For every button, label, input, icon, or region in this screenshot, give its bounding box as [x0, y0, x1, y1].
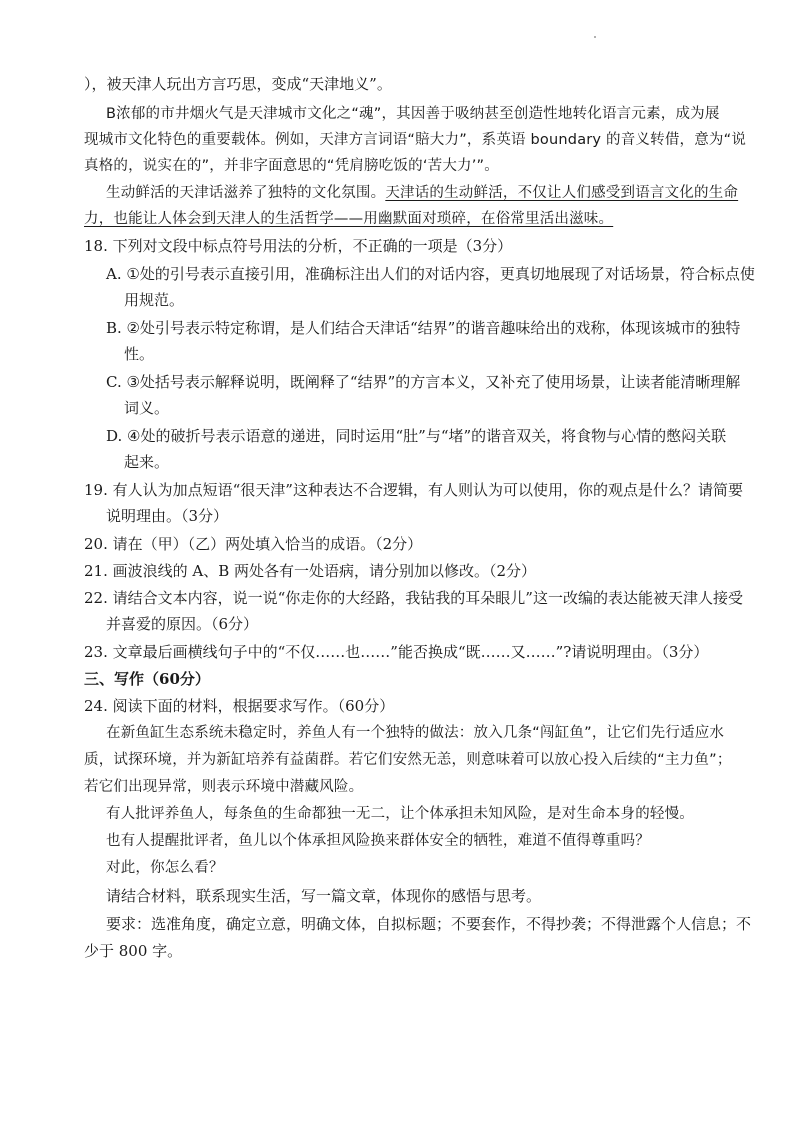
- underlined-sentence-part1: 天津话的生动鲜活，不仅让人们感受到语言文化的生命: [385, 185, 739, 201]
- passage-sentence-plain: 生动鲜活的天津话滋养了独特的文化氛围。: [106, 185, 386, 201]
- writing-requirements: 要求：选准角度，确定立意，明确文体，自拟标题；不要套作，不得抄袭；不得泄露个人信息；不: [106, 915, 752, 933]
- passage-paragraph-c-line1: [106, 183, 738, 203]
- question-18-option-d-cont: 起来。: [124, 453, 170, 471]
- passage-paragraph-b-line3: 真格的，说实在的”，并非字面意思的“凭肩膀吃饭的‘苦大力’”。: [84, 158, 499, 174]
- material-line3: 若它们出现异常，则表示环境中潜藏风险。: [84, 779, 364, 795]
- material-line1: 在新鱼缸生态系统未稳定时，养鱼人有一个独特的做法：放入几条“闯缸鱼”，让它们先行适应水: [106, 725, 725, 741]
- question-18-option-c-cont: 词义。: [124, 399, 170, 417]
- writing-requirements-cont: 少于 800 字。: [84, 942, 183, 960]
- material-line2: 质，试探环境，并为新缸培养有益菌群。若它们安然无恙，则意味着可以放心投入后续的“主力鱼”；: [84, 752, 732, 768]
- passage-paragraph-b-line1: B浓郁的市井烟火气是天津城市文化之“魂”，其因善于吸纳甚至创造性地转化语言元素，成为展: [106, 106, 720, 122]
- scan-speck: [594, 36, 596, 38]
- question-20: 20. 请在（甲）（乙）两处填入恰当的成语。（2分）: [84, 535, 423, 553]
- question-19-cont: 说明理由。（3分）: [106, 507, 229, 525]
- question-18-option-a-cont: 用规范。: [124, 291, 185, 309]
- question-22-cont: 并喜爱的原因。（6分）: [106, 615, 259, 633]
- underlined-sentence-part2: 力，也能让人体会到天津人的生活哲学——用幽默面对琐碎，在俗常里活出滋味。: [84, 211, 614, 227]
- material-line6: 对此，你怎么看？: [106, 860, 224, 876]
- passage-line: ），被天津人玩出方言巧思，变成“天津地义”。: [84, 75, 392, 93]
- question-18-option-b: B. ②处引号表示特定称谓，是人们结合天津话“结界”的谐音趣味给出的戏称，体现该城市的独特: [106, 319, 741, 337]
- question-18-option-d: D. ④处的破折号表示语意的递进，同时运用“肚”与“堵”的谐音双关，将食物与心情的憋闷关联: [106, 427, 727, 445]
- question-18-stem: 18. 下列对文段中标点符号用法的分析，不正确的一项是（3分）: [84, 237, 513, 255]
- question-18-option-c: C. ③处括号表示解释说明，既阐释了“结界”的方言本义，又补充了使用场景，让读者能清晰理解: [106, 373, 741, 391]
- question-23: 23. 文章最后画横线句子中的“不仅……也……”能否换成“既……又……”?请说明理由。（3分）: [84, 643, 709, 661]
- section-title-writing: 三、写作（60分）: [84, 670, 210, 688]
- question-21: 21. 画波浪线的 A、B 两处各有一处语病，请分别加以修改。（2分）: [84, 562, 537, 580]
- writing-instruction: 请结合材料，联系现实生活，写一篇文章，体现你的感悟与思考。: [106, 887, 542, 905]
- material-line5: 也有人提醒批评者，鱼儿以个体承担风险换来群体安全的牺牲，难道不值得尊重吗？: [106, 833, 650, 849]
- passage-paragraph-b-line2: 现城市文化特色的重要载体。例如，天津方言词语“賠大力”，系英语 boundary 的音义转借，意为“说: [84, 132, 747, 148]
- question-19: 19. 有人认为加点短语“很天津”这种表达不合逻辑，有人则认为可以使用，你的观点是什么？请简要: [84, 481, 743, 499]
- question-18-option-b-cont: 性。: [124, 345, 155, 363]
- question-18-option-a: A. ①处的引号表示直接引用，准确标注出人们的对话内容，更真切地展现了对话场景，符合标点使: [106, 265, 755, 283]
- material-line4: 有人批评养鱼人，每条鱼的生命都独一无二，让个体承担未知风险，是对生命本身的轻慢。: [106, 806, 694, 822]
- question-22: 22. 请结合文本内容，说一说“你走你的大经路，我钻我的耳朵眼儿”这一改编的表达能被天津人接受: [84, 589, 743, 607]
- question-24-stem: 24. 阅读下面的材料，根据要求写作。（60分）: [84, 697, 395, 715]
